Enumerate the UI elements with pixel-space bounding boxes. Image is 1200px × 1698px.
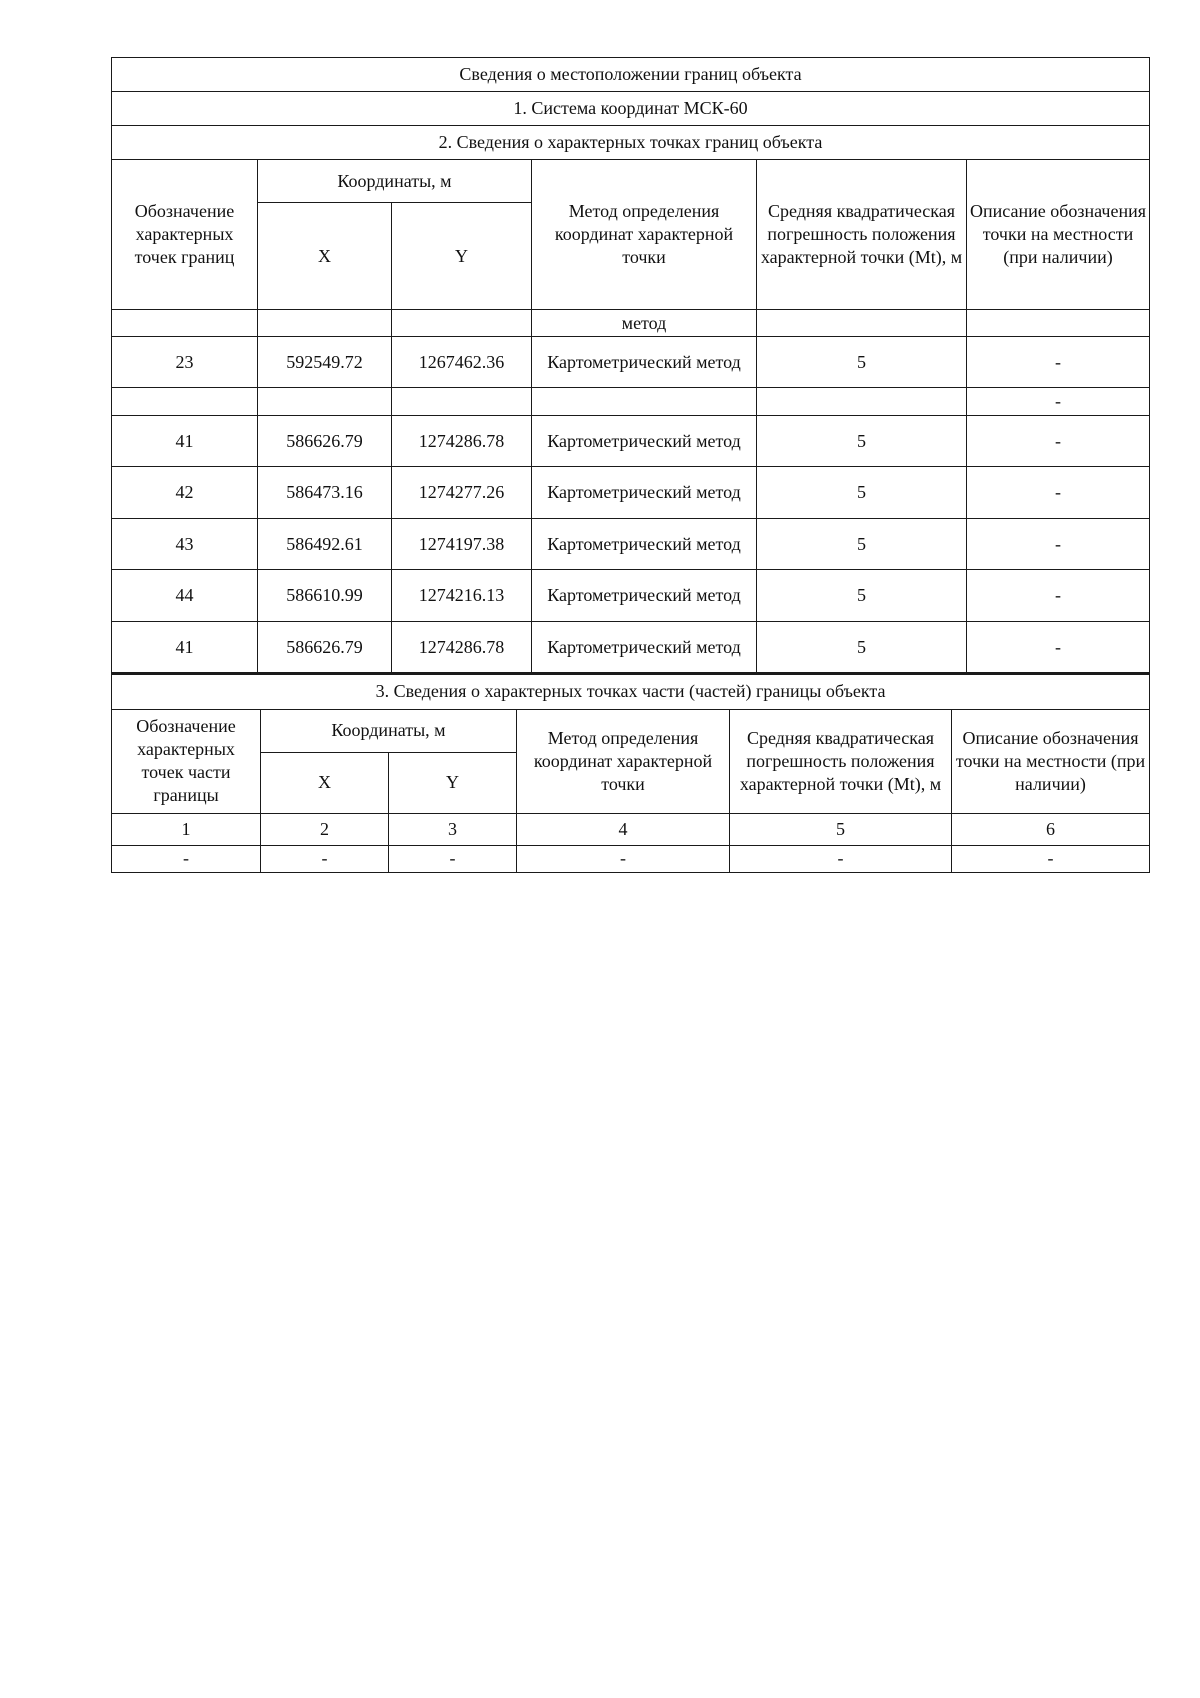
table-row <box>112 622 1150 673</box>
x-cell <box>258 388 392 416</box>
x-cell: 586610.99 <box>258 570 392 622</box>
mt-cell: 5 <box>757 416 967 467</box>
table-row <box>112 467 1150 519</box>
mt-cell: 5 <box>757 467 967 519</box>
column-number: 3 <box>389 813 517 845</box>
mt-cell: 5 <box>757 519 967 570</box>
boundary-part-points-table <box>111 673 1150 873</box>
coordinate-system-title: 1. Система координат МСК-60 <box>112 92 1150 126</box>
x-cell: 586626.79 <box>258 622 392 673</box>
column-numbers-row <box>112 813 1150 845</box>
x-cell <box>258 310 392 337</box>
header-description: Описание обозначения точки на местности (при наличии) <box>967 160 1150 310</box>
header-y: Y <box>392 203 532 310</box>
mt-cell: 5 <box>757 337 967 388</box>
point-cell: 41 <box>112 416 258 467</box>
header-method: Метод определения координат характерной точки <box>517 709 730 813</box>
y-cell: 1267462.36 <box>392 337 532 388</box>
header-coordinates: Координаты, м <box>258 160 532 203</box>
section2-title: 2. Сведения о характерных точках границ объекта <box>112 126 1150 160</box>
method-cell <box>532 388 757 416</box>
header-accuracy: Средняя квадратическая погрешность положения характерной точки (Mt), м <box>757 160 967 310</box>
x-cell: 586473.16 <box>258 467 392 519</box>
method-cell: Картометрический метод <box>532 519 757 570</box>
mt-cell: 5 <box>757 570 967 622</box>
table-row <box>112 519 1150 570</box>
column-number: 1 <box>112 813 261 845</box>
boundary-points-table <box>111 57 1150 673</box>
header-accuracy: Средняя квадратическая погрешность положения характерной точки (Mt), м <box>730 709 952 813</box>
boundary-document <box>111 57 1149 873</box>
mt-cell: - <box>730 845 952 872</box>
point-cell: 23 <box>112 337 258 388</box>
method-cell: Картометрический метод <box>532 416 757 467</box>
point-cell <box>112 310 258 337</box>
table-row <box>112 845 1150 872</box>
description-cell: - <box>967 337 1150 388</box>
table-row <box>112 388 1150 416</box>
point-cell: 42 <box>112 467 258 519</box>
mt-cell <box>757 388 967 416</box>
x-cell: 586626.79 <box>258 416 392 467</box>
document-title: Сведения о местоположении границ объекта <box>112 58 1150 92</box>
y-cell: 1274286.78 <box>392 416 532 467</box>
y-cell <box>392 388 532 416</box>
x-cell: 586492.61 <box>258 519 392 570</box>
column-number: 6 <box>952 813 1150 845</box>
point-cell: 44 <box>112 570 258 622</box>
header-x: X <box>258 203 392 310</box>
description-cell: - <box>967 416 1150 467</box>
description-cell: - <box>967 570 1150 622</box>
header-description: Описание обозначения точки на местности (при наличии) <box>952 709 1150 813</box>
header-point-designation: Обозначение характерных точек части границы <box>112 709 261 813</box>
table-row <box>112 337 1150 388</box>
x-cell: 592549.72 <box>258 337 392 388</box>
header-y: Y <box>389 752 517 813</box>
description-cell: - <box>967 388 1150 416</box>
y-cell <box>392 310 532 337</box>
table-row <box>112 570 1150 622</box>
method-cell: Картометрический метод <box>532 570 757 622</box>
column-number: 4 <box>517 813 730 845</box>
column-number: 5 <box>730 813 952 845</box>
header-x: X <box>261 752 389 813</box>
column-number: 2 <box>261 813 389 845</box>
description-cell: - <box>967 467 1150 519</box>
method-cell: метод <box>532 310 757 337</box>
mt-cell: 5 <box>757 622 967 673</box>
point-cell <box>112 388 258 416</box>
method-cell: Картометрический метод <box>532 467 757 519</box>
method-cell: Картометрический метод <box>532 622 757 673</box>
y-cell: 1274277.26 <box>392 467 532 519</box>
y-cell: - <box>389 845 517 872</box>
method-cell: - <box>517 845 730 872</box>
mt-cell <box>757 310 967 337</box>
y-cell: 1274286.78 <box>392 622 532 673</box>
header-method: Метод определения координат характерной точки <box>532 160 757 310</box>
description-cell: - <box>967 622 1150 673</box>
method-cell: Картометрический метод <box>532 337 757 388</box>
y-cell: 1274197.38 <box>392 519 532 570</box>
point-cell: 41 <box>112 622 258 673</box>
header-coordinates: Координаты, м <box>261 709 517 752</box>
description-cell <box>967 310 1150 337</box>
table-row <box>112 310 1150 337</box>
description-cell: - <box>952 845 1150 872</box>
header-point-designation: Обозначение характерных точек границ <box>112 160 258 310</box>
table-row <box>112 416 1150 467</box>
description-cell: - <box>967 519 1150 570</box>
point-cell: - <box>112 845 261 872</box>
y-cell: 1274216.13 <box>392 570 532 622</box>
x-cell: - <box>261 845 389 872</box>
point-cell: 43 <box>112 519 258 570</box>
section3-title: 3. Сведения о характерных точках части (частей) границы объекта <box>112 674 1150 709</box>
